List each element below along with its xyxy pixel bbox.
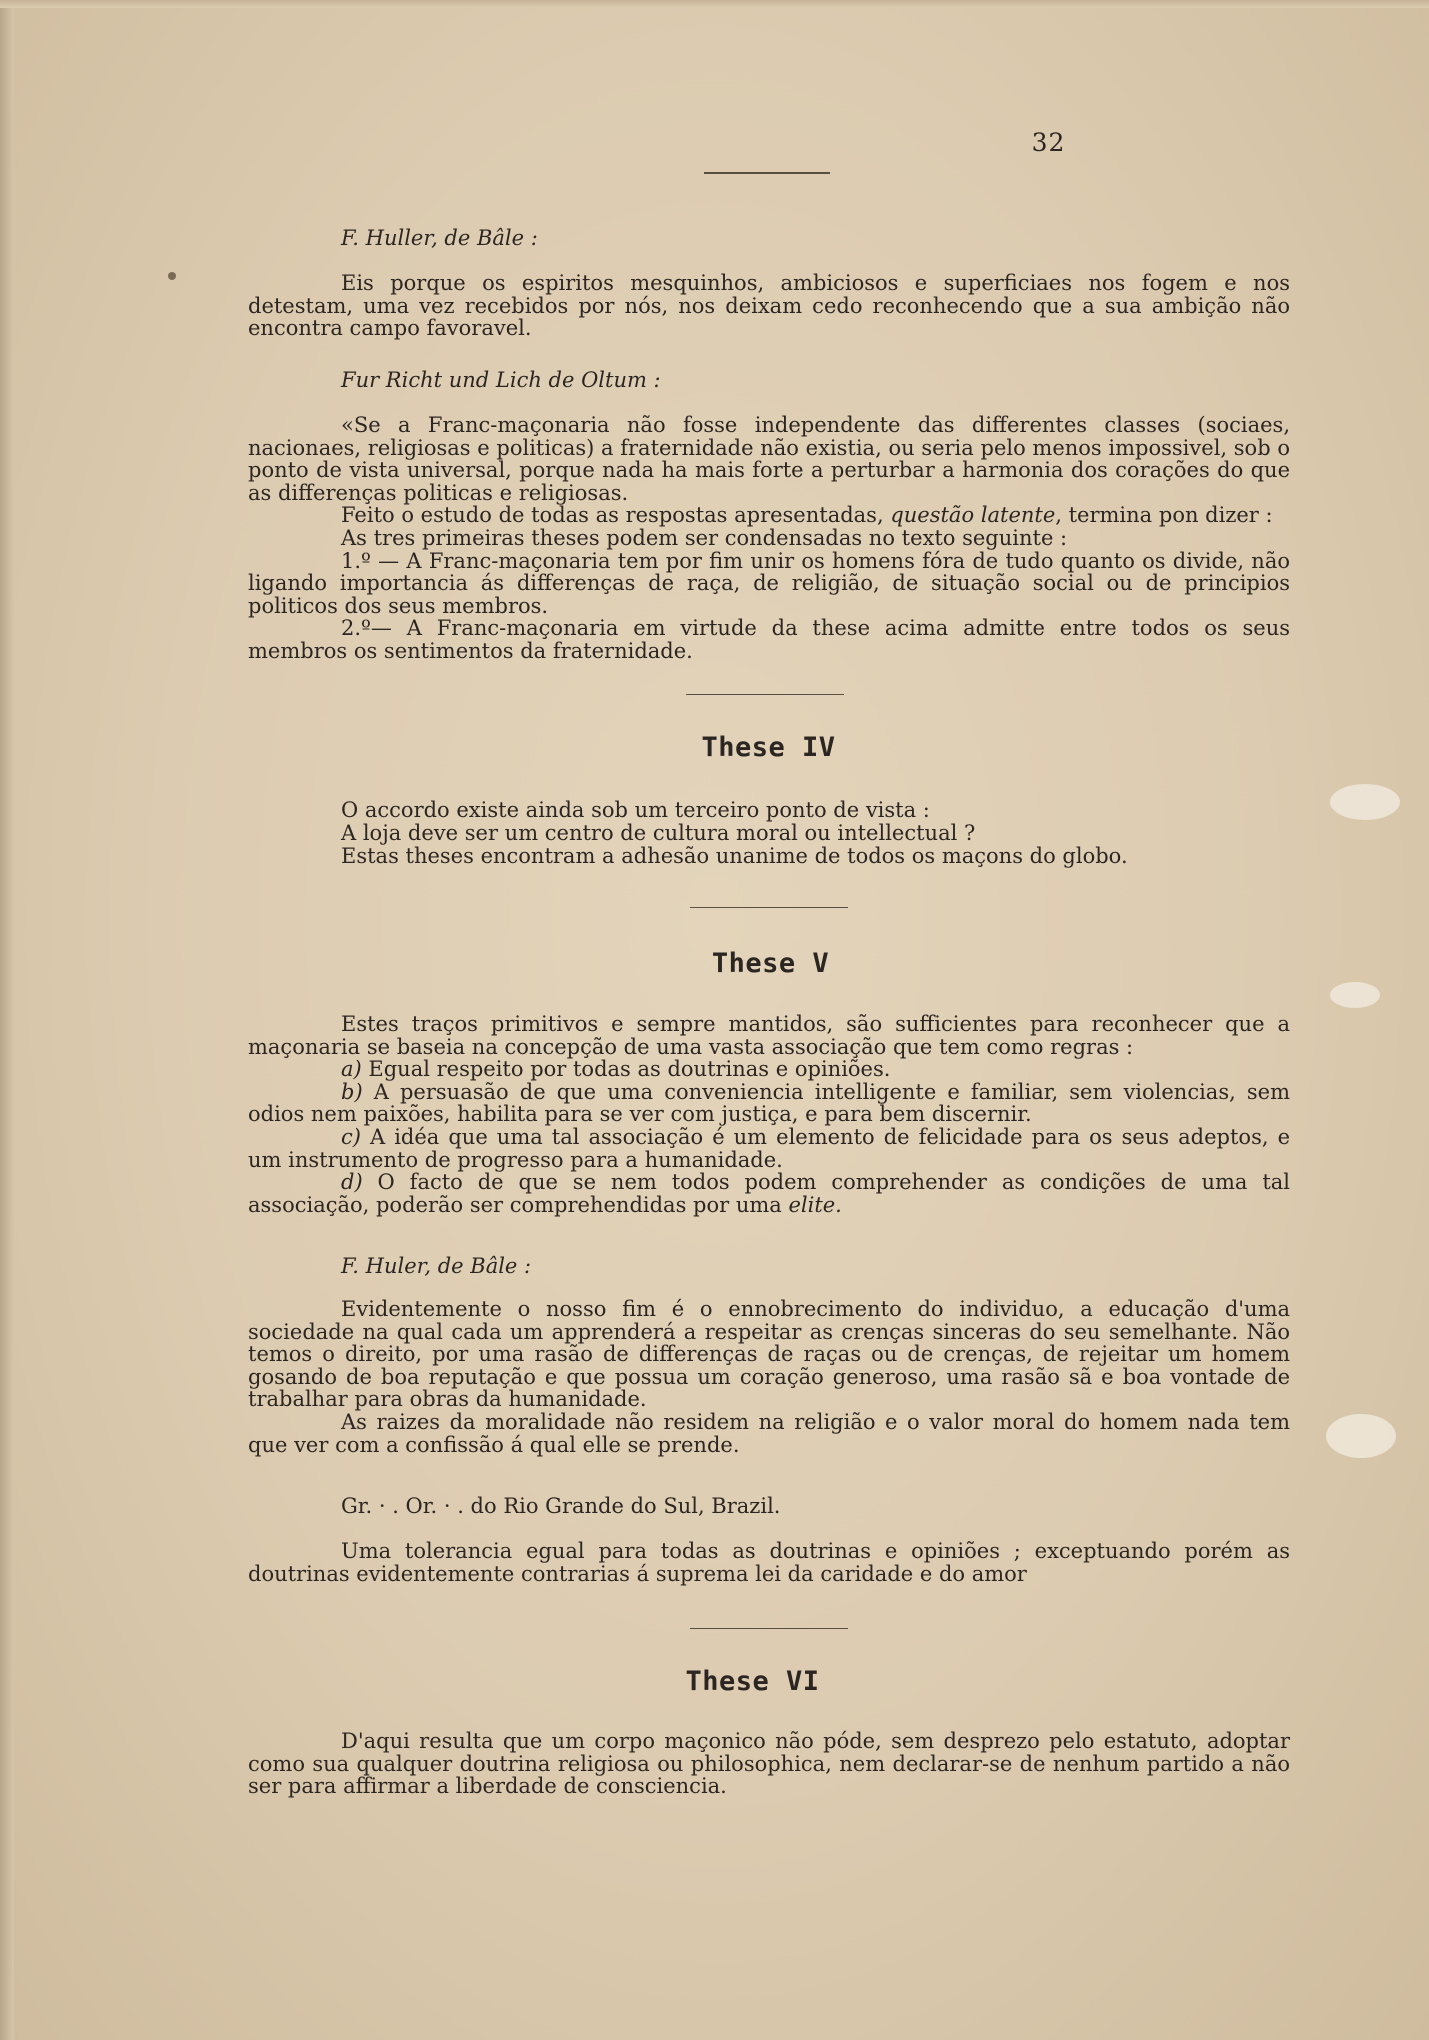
numbered-point-1: 1.º — A Franc-maçonaria tem por fim unir os homens fóra de tudo quanto os divide, não ligando importancia ás differenças de raça, de religião, de situação social ou de principios politicos dos seus membros. bbox=[248, 548, 1290, 618]
paragraph-huller bbox=[248, 272, 1290, 340]
these-iv-line: Estas theses encontram a adhesão unanime de todos os maçons do globo. bbox=[341, 844, 1128, 868]
text-segment: , termina pon dizer : bbox=[1055, 503, 1273, 528]
these-iv-line: O accordo existe ainda sob um terceiro ponto de vista : bbox=[341, 798, 930, 822]
paragraph-feito-estudo bbox=[248, 504, 1290, 527]
lodge-attribution: Gr. · . Or. · . do Rio Grande do Sul, Brazil. bbox=[341, 1494, 781, 1518]
paragraph-text: Eis porque os espiritos mesquinhos, ambiciosos e superficiaes nos fogem e nos detestam, uma vez recebidos por nós, nos deixam cedo reconhecendo que a sua ambição não encontra campo favoravel. bbox=[248, 271, 1290, 341]
paragraph-tres-theses: As tres primeiras theses podem ser condensadas no texto seguinte : bbox=[341, 525, 1068, 550]
paragraph-franc-maconaria: «Se a Franc-maçonaria não fosse independente das differentes classes (sociaes, nacionaes, religiosas e politicas) a fraternidade não existia, ou seria pelo menos impossivel, sob o ponto de vista universal, porque nada ha mais forte a perturbar a harmonia dos corações do que as differenças politicas e religiosas. bbox=[248, 413, 1290, 505]
ink-spot bbox=[168, 272, 176, 280]
numbered-point-2: 2.º— A Franc-maçonaria em virtude da these acima admitte entre todos os seus membros os sentimentos da fraternidade. bbox=[248, 616, 1290, 663]
section-divider bbox=[690, 907, 848, 908]
italic-term: elite. bbox=[788, 1192, 842, 1217]
item-marker: c) bbox=[341, 1124, 361, 1149]
rule-item-b bbox=[248, 1081, 1290, 1126]
heading-these-v: These V bbox=[711, 948, 830, 979]
heading-these-vi: These VI bbox=[685, 1666, 820, 1697]
rule-item-c bbox=[248, 1126, 1290, 1171]
page-edge-shadow bbox=[0, 0, 14, 2040]
paper-tear bbox=[1330, 982, 1380, 1008]
paragraph-daqui: D'aqui resulta que um corpo maçonico não póde, sem desprezo pelo estatuto, adoptar como sua qualquer doutrina religiosa ou philosophica, nem declarar-se de nenhum partido a não ser para affirmar a liberdade de consciencia. bbox=[248, 1729, 1290, 1799]
italic-term: questão latente bbox=[890, 503, 1056, 528]
speaker-huler: F. Huler, de Bâle : bbox=[341, 1254, 532, 1278]
item-text: Egual respeito por todas as doutrinas e opiniões. bbox=[361, 1057, 891, 1082]
these-vi-body bbox=[248, 1730, 1290, 1798]
paragraph-evidentemente: Evidentemente o nosso fim é o ennobrecimento do individuo, a educação d'uma sociedade na qual cada um apprenderá a respeitar as crenças sinceras do seu semelhante. Não temos o direito, por uma rasão de differenças de raças ou de crenças, de rejeitar um homem gosando de boa reputação e que possua um coração generoso, uma rasão sã e boa vontade de trabalhar para obras da humanidade. bbox=[248, 1297, 1290, 1412]
huler-body bbox=[248, 1298, 1290, 1456]
paper-tear bbox=[1330, 784, 1400, 820]
speaker-fur-richt: Fur Richt und Lich de Oltum : bbox=[341, 368, 661, 392]
item-marker: d) bbox=[341, 1170, 363, 1195]
page-top-shadow bbox=[0, 0, 1429, 8]
these-iv-line: A loja deve ser um centro de cultura moral ou intellectual ? bbox=[341, 821, 976, 845]
item-marker: b) bbox=[341, 1079, 363, 1104]
heading-these-iv: These IV bbox=[701, 732, 836, 763]
page-number: 32 bbox=[1031, 128, 1066, 157]
header-rule bbox=[704, 172, 830, 174]
item-text: A idéa que uma tal associação é um elemento de felicidade para os seus adeptos, e um instrumento de progresso para a humanidade. bbox=[248, 1124, 1290, 1172]
rule-item-a bbox=[248, 1058, 1290, 1081]
section-divider bbox=[690, 1628, 848, 1629]
paragraph-tolerancia: Uma tolerancia egual para todas as doutrinas e opiniões ; exceptuando porém as doutrinas evidentemente contrarias á suprema lei da caridade e do amor bbox=[248, 1539, 1290, 1586]
these-v-intro: Estes traços primitivos e sempre mantidos, são sufficientes para reconhecer que a maçonaria se baseia na concepção de uma vasta associação que tem como regras : bbox=[248, 1012, 1290, 1059]
paragraph-group-theses bbox=[248, 414, 1290, 663]
item-text: A persuasão de que uma conveniencia intelligente e familiar, sem violencias, sem odios nem paixões, habilita para se ver com justiça, e para bem discernir. bbox=[248, 1079, 1290, 1127]
item-text: O facto de que se nem todos podem comprehender as condições de uma tal associação, poderão ser comprehendidas por uma bbox=[248, 1170, 1290, 1217]
item-marker: a) bbox=[341, 1057, 362, 1082]
section-divider bbox=[686, 694, 844, 695]
paragraph-raizes: As raizes da moralidade não residem na religião e o valor moral do homem nada tem que ver com a confissão á qual elle se prende. bbox=[248, 1409, 1290, 1457]
text-segment: Feito o estudo de todas as respostas apresentadas, bbox=[341, 503, 891, 528]
paper-tear bbox=[1326, 1414, 1396, 1458]
rule-item-d bbox=[248, 1171, 1290, 1216]
tolerancia-body bbox=[248, 1540, 1290, 1585]
speaker-huller: F. Huller, de Bâle : bbox=[341, 226, 538, 250]
these-v-body bbox=[248, 1013, 1290, 1216]
